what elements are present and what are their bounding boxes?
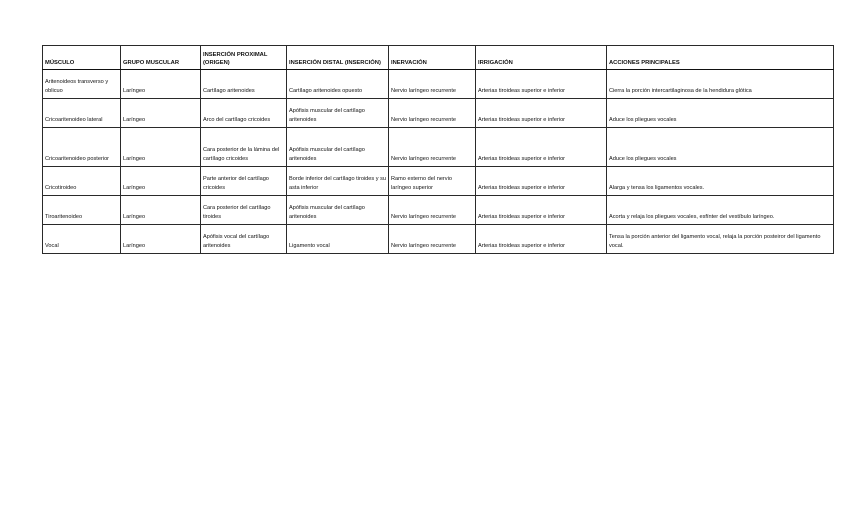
cell-irrigacion: Arterias tiroideas superior e inferior [476, 196, 607, 225]
cell-grupo: Laríngeo [121, 99, 201, 128]
table-row [43, 167, 834, 196]
cell-musculo: Cricoaritenoideo posterior [43, 128, 121, 167]
cell-musculo: Aritenoideos transverso y oblicuo [43, 70, 121, 99]
cell-acciones: Aduce los pliegues vocales [607, 99, 834, 128]
cell-proximal: Parte anterior del cartílago cricoides [201, 167, 287, 196]
cell-inervacion: Nervio laríngeo recurrente [389, 99, 476, 128]
cell-grupo: Laríngeo [121, 196, 201, 225]
cell-proximal: Cara posterior de la lámina del cartílago cricoides [201, 128, 287, 167]
cell-musculo: Cricotiroideo [43, 167, 121, 196]
cell-grupo: Laríngeo [121, 128, 201, 167]
cell-inervacion: Ramo externo del nervio laríngeo superior [389, 167, 476, 196]
cell-irrigacion: Arterias tiroideas superior e inferior [476, 167, 607, 196]
cell-acciones: Alarga y tensa los ligamentos vocales. [607, 167, 834, 196]
cell-acciones: Cierra la porción intercartilaginosa de la hendidura glótica [607, 70, 834, 99]
cell-inervacion: Nervio laríngeo recurrente [389, 196, 476, 225]
cell-proximal: Arco del cartílago cricoides [201, 99, 287, 128]
cell-distal: Apófisis muscular del cartílago aritenoides [287, 99, 389, 128]
cell-musculo: Vocal [43, 225, 121, 254]
cell-distal: Borde inferior del cartílago tiroides y su asta inferior [287, 167, 389, 196]
cell-distal: Cartílago aritenoides opuesto [287, 70, 389, 99]
cell-grupo: Laríngeo [121, 225, 201, 254]
table-row [43, 99, 834, 128]
cell-acciones: Tensa la porción anterior del ligamento vocal, relaja la porción posteiror del ligamento vocal. [607, 225, 834, 254]
header-inervacion: INERVACIÓN [389, 46, 476, 70]
table-row [43, 70, 834, 99]
cell-distal: Ligamento vocal [287, 225, 389, 254]
header-irrigacion: IRRIGACIÓN [476, 46, 607, 70]
header-acciones: ACCIONES PRINCIPALES [607, 46, 834, 70]
header-row [43, 46, 834, 70]
cell-distal: Apófisis muscular del cartílago aritenoides [287, 196, 389, 225]
cell-musculo: Tiroaritenoideo [43, 196, 121, 225]
cell-acciones: Acorta y relaja los pliegues vocales, esfínter del vestíbulo laríngeo. [607, 196, 834, 225]
muscle-table [42, 45, 834, 254]
cell-proximal: Cara posterior del cartílago tiroides [201, 196, 287, 225]
cell-musculo: Cricoaritenoideo lateral [43, 99, 121, 128]
cell-proximal: Cartílago aritenoides [201, 70, 287, 99]
cell-inervacion: Nervio laríngeo recurrente [389, 70, 476, 99]
header-musculo: MÚSCULO [43, 46, 121, 70]
cell-proximal: Apófisis vocal del cartílago aritenoides [201, 225, 287, 254]
cell-grupo: Laríngeo [121, 167, 201, 196]
cell-acciones: Aduce los pliegues vocales [607, 128, 834, 167]
cell-distal: Apófisis muscular del cartílago aritenoides [287, 128, 389, 167]
table-row [43, 128, 834, 167]
header-grupo-muscular: GRUPO MUSCULAR [121, 46, 201, 70]
cell-inervacion: Nervio laríngeo recurrente [389, 225, 476, 254]
cell-inervacion: Nervio laríngeo recurrente [389, 128, 476, 167]
header-insercion-distal: INSERCIÓN DISTAL (INSERCIÓN) [287, 46, 389, 70]
cell-irrigacion: Arterias tiroideas superior e inferior [476, 99, 607, 128]
cell-grupo: Laríngeo [121, 70, 201, 99]
table-row [43, 196, 834, 225]
header-insercion-proximal: INSERCIÓN PROXIMAL (ORIGEN) [201, 46, 287, 70]
cell-irrigacion: Arterias tiroideas superior e inferior [476, 70, 607, 99]
cell-irrigacion: Arterias tiroideas superior e inferior [476, 225, 607, 254]
table-row [43, 225, 834, 254]
cell-irrigacion: Arterias tiroideas superior e inferior [476, 128, 607, 167]
